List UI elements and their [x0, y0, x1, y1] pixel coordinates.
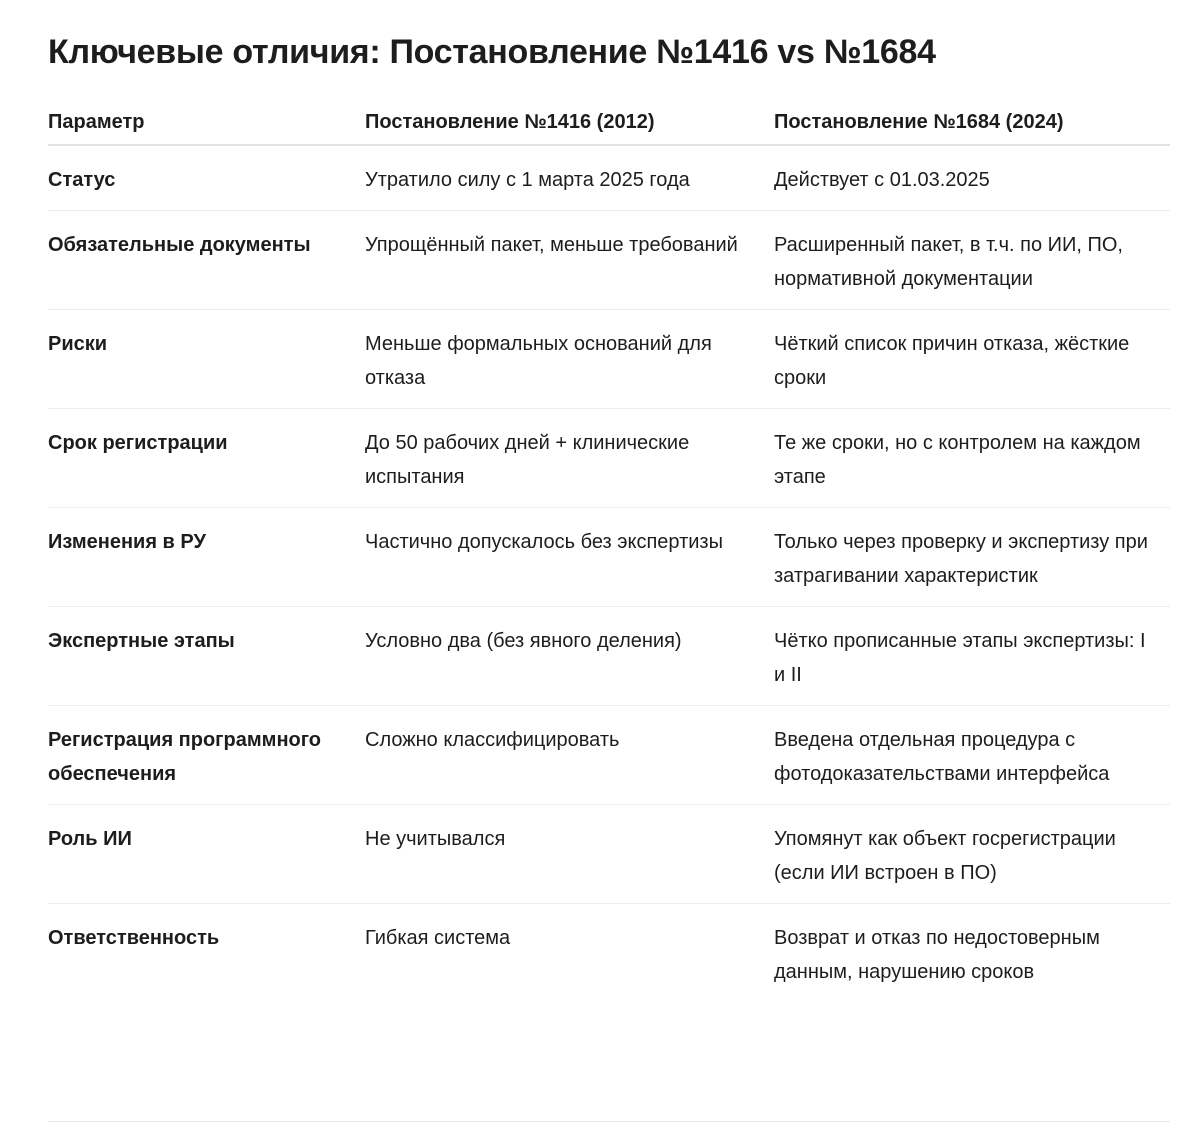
- row-old-value: Частично допускалось без экспертизы: [365, 508, 774, 607]
- column-header-1684: Постановление №1684 (2024): [774, 100, 1170, 145]
- row-old-value: Не учитывался: [365, 805, 774, 904]
- row-new-value: Введена отдельная процедура с фотодоказательствами интерфейса: [774, 706, 1170, 805]
- row-parameter: Срок регистрации: [48, 409, 365, 508]
- row-parameter: Регистрация программного обеспечения: [48, 706, 365, 805]
- row-new-value: Чётко прописанные этапы экспертизы: I и II: [774, 607, 1170, 706]
- table-row: [48, 706, 1170, 805]
- table-row: [48, 805, 1170, 904]
- table-row: [48, 607, 1170, 706]
- table-row: [48, 310, 1170, 409]
- row-parameter: Ответственность: [48, 927, 220, 949]
- table-row: [48, 211, 1170, 310]
- bottom-divider: [48, 1121, 1170, 1122]
- row-old-value: До 50 рабочих дней + клинические испытания: [365, 409, 774, 508]
- row-parameter: Обязательные документы: [48, 211, 365, 310]
- page-title: Ключевые отличия: Постановление №1416 vs №1684: [48, 33, 936, 71]
- row-parameter: Экспертные этапы: [48, 607, 365, 706]
- row-old-value: Утратило силу с 1 марта 2025 года: [365, 145, 774, 211]
- table-row: [48, 145, 1170, 211]
- row-new-value: Действует с 01.03.2025: [774, 145, 1170, 211]
- row-old-value: Сложно классифицировать: [365, 706, 774, 805]
- column-header-parameter: Параметр: [48, 100, 365, 145]
- row-parameter: Роль ИИ: [48, 805, 365, 904]
- row-parameter: Изменения в РУ: [48, 508, 365, 607]
- row-new-value: Чёткий список причин отказа, жёсткие сроки: [774, 310, 1170, 409]
- table-row: [48, 904, 1170, 1003]
- comparison-table: [48, 100, 1170, 1002]
- row-old-value: Упрощённый пакет, меньше требований: [365, 211, 774, 310]
- row-parameter: Риски: [48, 310, 365, 409]
- row-old-value: Гибкая система: [365, 927, 511, 949]
- row-new-value: Только через проверку и экспертизу при затрагивании характеристик: [774, 508, 1170, 607]
- column-header-1416: Постановление №1416 (2012): [365, 100, 774, 145]
- row-new-value: Возврат и отказ по недостоверным данным, нарушению сроков: [774, 927, 1100, 983]
- row-new-value: Те же сроки, но с контролем на каждом этапе: [774, 409, 1170, 508]
- table-header-row: [48, 100, 1170, 145]
- row-new-value: Упомянут как объект госрегистрации (если ИИ встроен в ПО): [774, 805, 1170, 904]
- row-old-value: Условно два (без явного деления): [365, 607, 774, 706]
- table-row: [48, 409, 1170, 508]
- table-row: [48, 508, 1170, 607]
- row-parameter: Статус: [48, 145, 365, 211]
- row-old-value: Меньше формальных оснований для отказа: [365, 310, 774, 409]
- row-new-value: Расширенный пакет, в т.ч. по ИИ, ПО, нормативной документации: [774, 211, 1170, 310]
